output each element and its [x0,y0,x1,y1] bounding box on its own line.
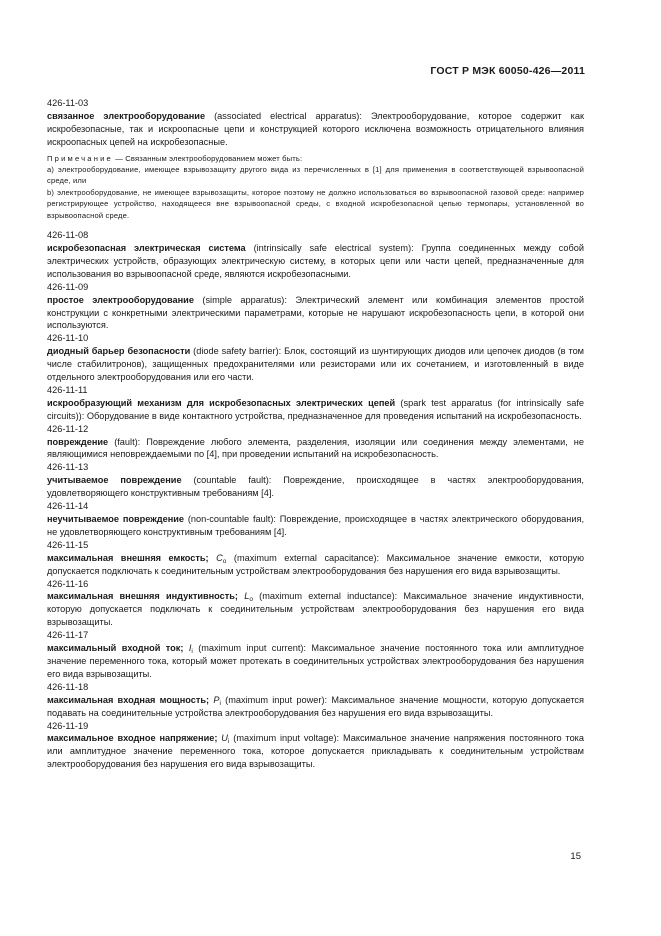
entry-number: 426-11-18 [47,681,89,692]
entry-english: (maximum external inductance): [252,591,404,602]
entry-definition: Блок, состоящий из шунтирующих диодов или цепочек диодов (в том числе стабилитронов), защищенных предохранителями или резисторами или их сочетанием, и изготовленный в виде отдельного электрооборудования или его части. [47,346,584,383]
entry-term: максимальная входная мощность; [47,694,214,705]
entry-text [47,436,584,462]
entry-term: максимальное входное напряжение; [47,733,222,744]
entry-number: 426-11-12 [47,423,89,434]
entry-term: максимальная внешняя емкость; [47,552,217,563]
entry-english: (simple apparatus): [193,294,296,305]
entry-text [47,345,584,384]
entry-term: максимальный входной ток; [47,643,189,654]
entry-text [47,474,584,500]
note-item-a: a) электрооборудование, имеющее взрывозащиту другого вида из перечисленных в [1] для применения в соответствующей взрывоопасной среде, или [47,165,584,186]
page-number: 15 [570,851,581,862]
entry-definition: Электрический элемент или комбинация элементов простой конструкции с конкретными электрическими параметрами, которые не нарушают искробезопасность цепи, в которой они используются. [47,294,584,331]
entry-number: 426-11-11 [47,384,88,395]
entry-number: 426-11-15 [47,539,89,550]
entry-definition: Повреждение любого элемента, разделения, изоляции или соединения между элементами, не являющимися неповреждаемыми по [4], при проведении испытаний на искробезопасность. [47,436,584,460]
entry-number: 426-11-09 [47,281,89,292]
entry-term: учитываемое повреждение [47,475,182,486]
entry-definition: Повреждение, происходящее в частях электрооборудования, удовлетворяющего конструктивным требованиям [4]. [47,475,584,499]
note-item-b: b) электрооборудование, не имеющее взрывозащиты, которое поэтому не должно использоваться во взрывоопасной газовой среде: например регистрирующее устройство, находящееся вне взрывоопасной среды, с входной искробезопасной цепью термопары, установленной во взрывоопасной среде. [47,187,584,220]
note-dash: — Связанным электрооборудованием может быть: [112,153,303,163]
entry-definition: Повреждение, происходящее в частях электрического оборудования, не удовлетворяющего конструктивным требованиям [4]. [47,514,585,537]
entry-term: простое электрооборудование [47,294,194,305]
entry-english: (intrinsically safe electrical system): [245,242,422,253]
entry-english: (fault): [108,436,147,447]
entry-english: (diode safety barrier): [190,346,285,357]
entry-symbol: $C_o$ [216,552,227,565]
entry-english: (maximum input power): [220,694,332,705]
entry-english: (maximum input current): [192,643,312,654]
entry-term: искрообразующий механизм для искробезопасных электрических цепей [47,397,396,408]
document-body [47,97,584,771]
entry-english: (countable fault): [181,475,284,486]
entry-number: 426-11-17 [47,630,89,641]
entry-definition: Максимальное значение индуктивности, которую допускается подключать к соединительным устройствам электрооборудования без нарушения его вида взрывозащиты. [47,591,584,628]
entry-term: максимальная внешняя индуктивность; [47,591,245,602]
note-intro [47,153,584,164]
entry-text [47,732,584,771]
entry-term: неучитываемое повреждение [47,514,185,524]
entry-definition: Максимальное значение напряжения постоянного тока или амплитудное значение переменного тока, которое допускается прикладывать к соединительным устройствам электрооборудования без нарушения его вида взрывозащиты. [47,733,585,770]
entry-text [47,552,584,578]
entry-number: 426-11-19 [47,720,89,731]
entry-term: связанное электрооборудование [47,110,206,121]
entry-definition: Оборудование в виде контактного устройства, предназначенное для проведения испытаний на искробезопасность. [86,410,582,421]
entry-english: (associated electrical apparatus): [205,110,371,121]
entry-number: 426-11-03 [47,98,89,108]
entry-term: искробезопасная электрическая система [47,242,246,253]
entry-text [47,294,584,333]
entry-symbol: $L_o$ [244,591,253,604]
entry-term: повреждение [47,436,109,447]
entry-definition: Максимальное значение емкости, которую допускается подключать к соединительным устройствам электрооборудования без нарушения его вида взрывозащиты. [47,552,584,576]
entry-text [47,694,584,720]
entry-definition: Максимальное значение постоянного тока или амплитудное значение переменного тока, который может протекать в соединительных устройствах электрооборудования без нарушения его вида взрывозащиты. [47,643,584,679]
entry-english: (non-countable fault): [184,514,280,524]
document-header: ГОСТ Р МЭК 60050-426—2011 [430,65,585,77]
entry-number: 426-11-13 [47,462,89,473]
entry-text [47,642,584,681]
entry-english: (maximum external capacitance): [226,552,387,563]
entry-number: 426-11-16 [47,578,89,589]
entry-term: диодный барьер безопасности [47,346,191,357]
entry-text [47,242,584,281]
entry-number: 426-11-08 [47,230,89,241]
entry-symbol: $I_i$ [188,643,193,656]
entry-definition: Максимальное значение мощности, которую допускается подавать на соединительные устройства электрооборудования без нарушения его вида взрывозащиты. [47,694,584,718]
entry-english: (spark test apparatus (for intrinsically safe circuits)): [47,397,584,421]
entry-text [47,590,584,629]
entry-definition: Электрооборудование, которое содержит как искробезопасные, так и искроопасные цепи и конструкцией которого исключена возможность отрицательного влияния искроопасных цепей на искробезопасные. [47,110,585,147]
entry-text [47,110,584,149]
note-title: Примечание [47,153,113,163]
entry-english: (maximum input voltage): [229,733,343,744]
entry-definition: Группа соединенных между собой электрических устройств, образующих электрическую систему, в которых цепи или части цепей, предназначенные для использования во взрывоопасной среде, являются искробезопасными. [47,242,584,279]
entry-symbol: $U_i$ [221,733,230,746]
entry-text [47,397,584,423]
entry-number: 426-11-10 [47,333,89,344]
entry-symbol: $P_i$ [213,694,221,707]
entry-number: 426-11-14 [47,501,89,512]
entry-text [47,513,584,539]
